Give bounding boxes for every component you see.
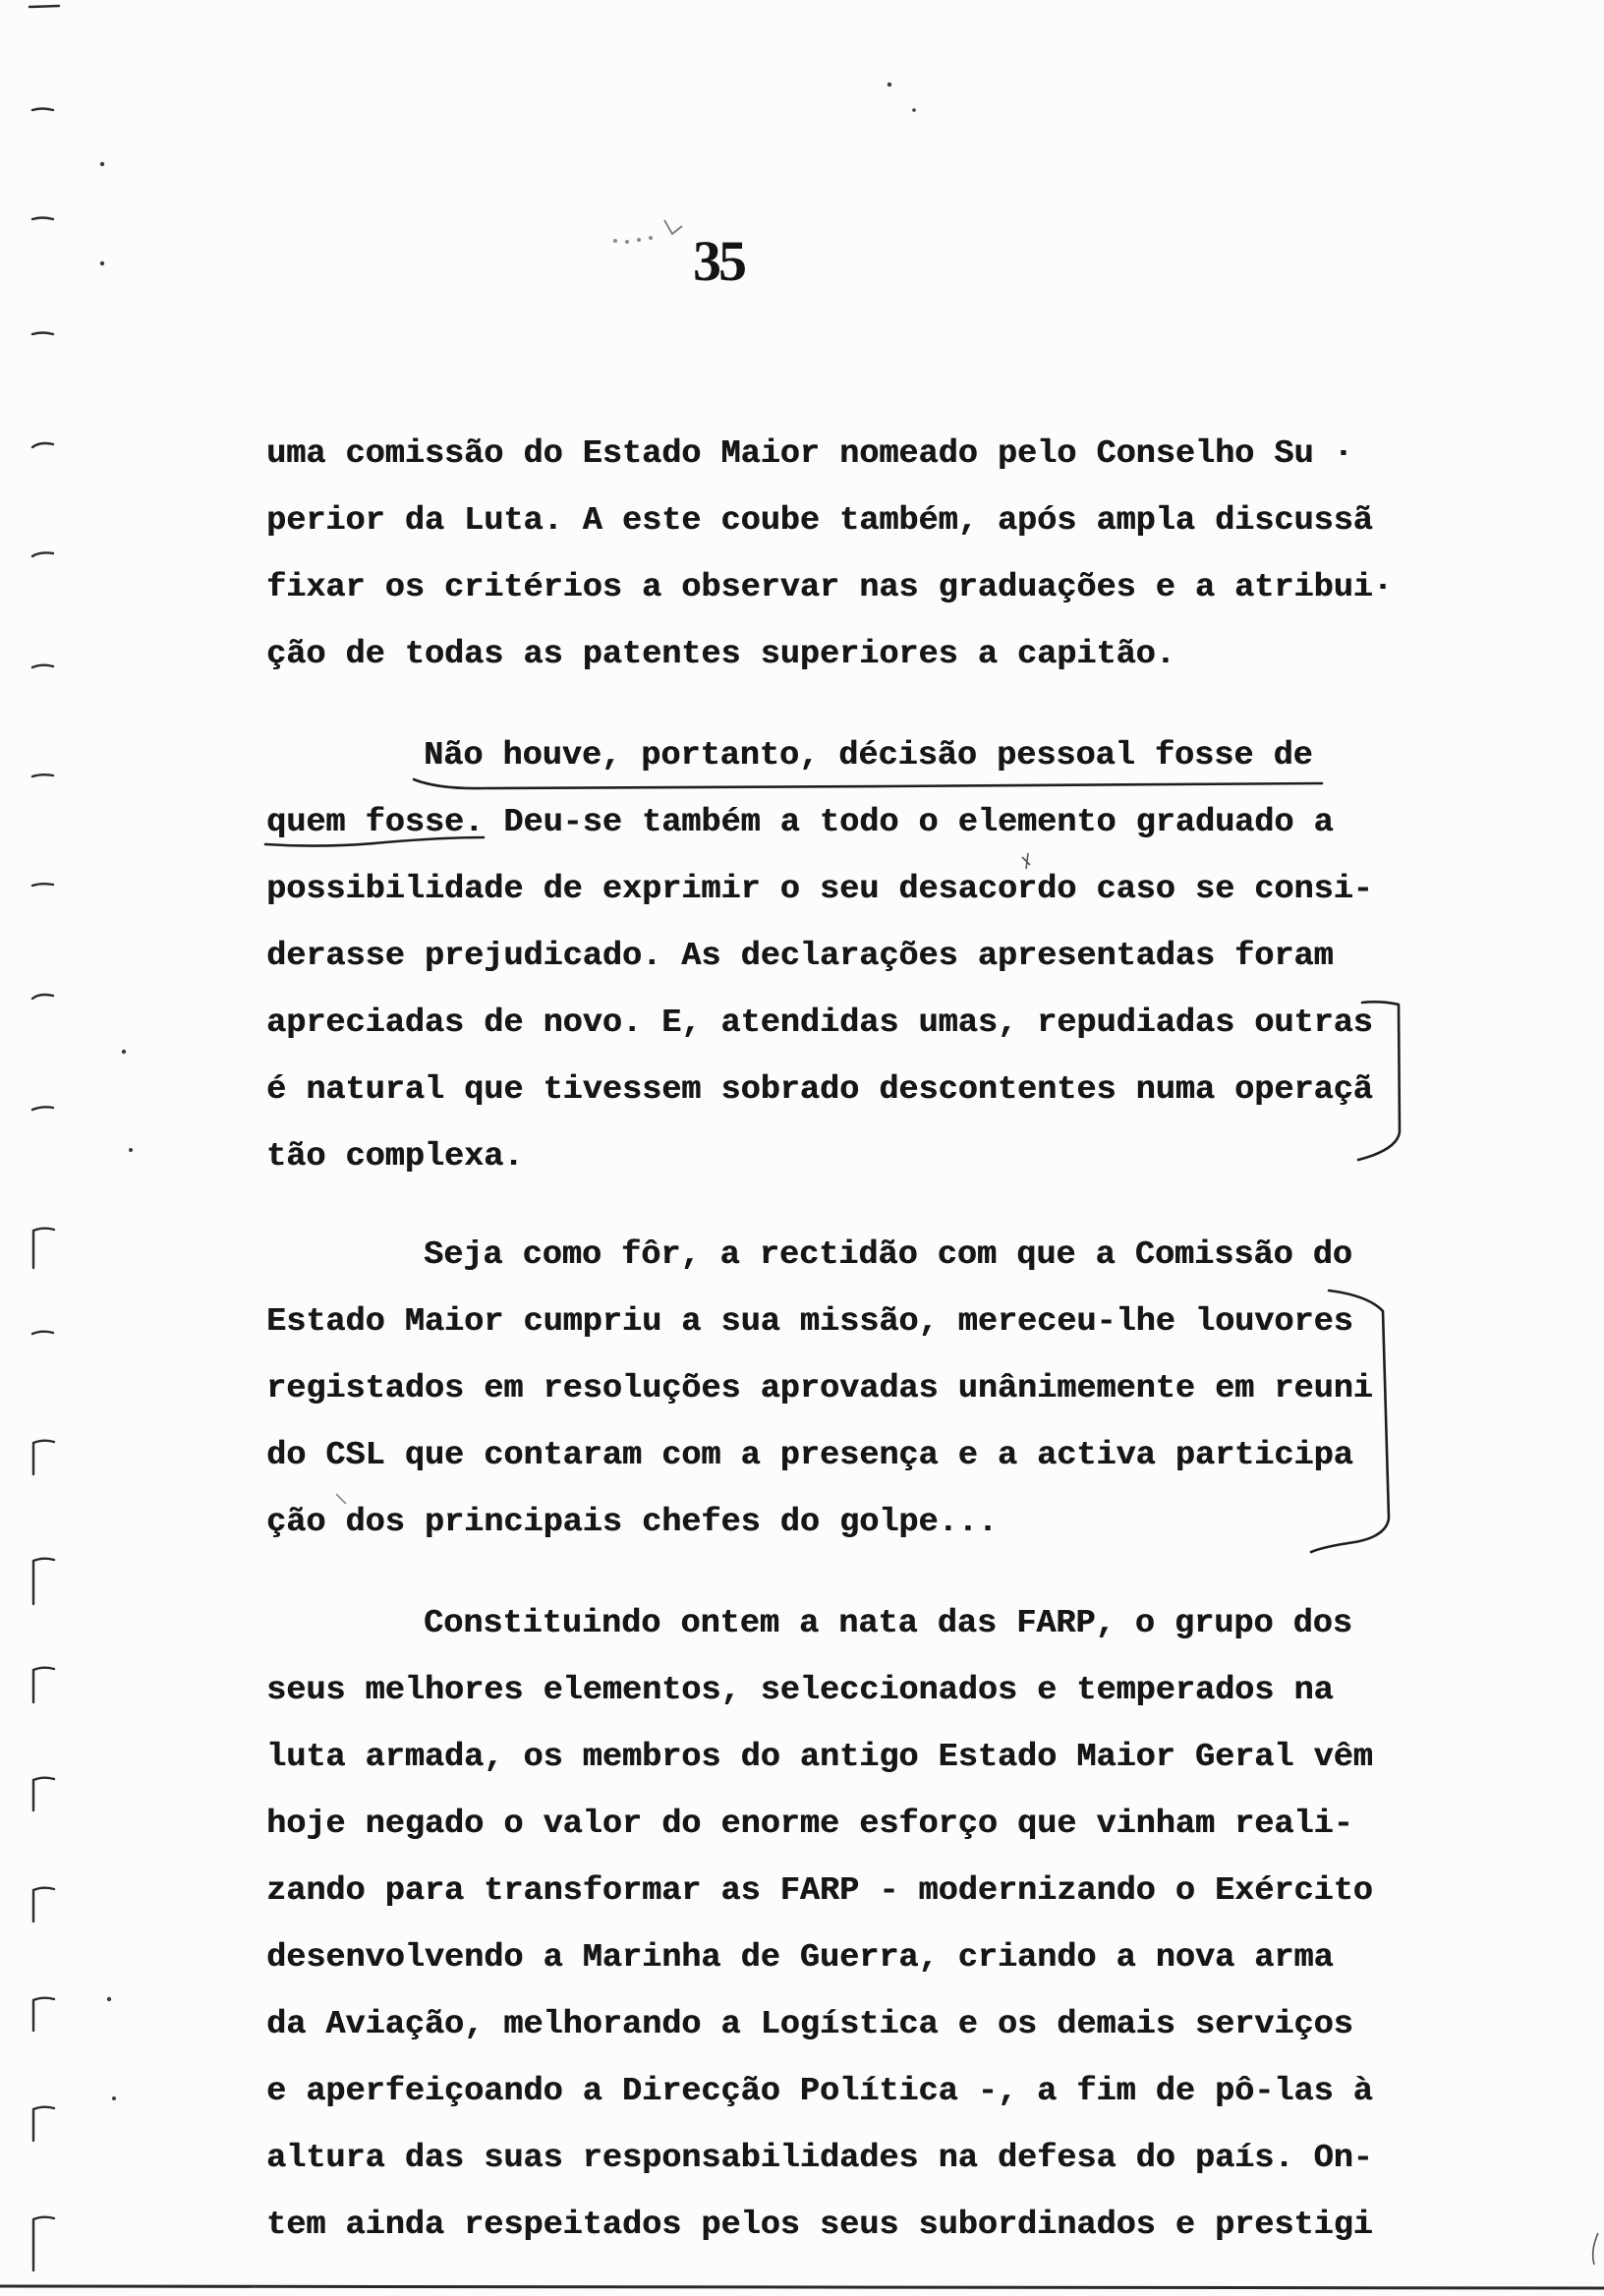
edge-mark: [32, 884, 53, 886]
speck: [112, 2096, 116, 2100]
edge-mark: [32, 995, 53, 999]
edge-mark: [32, 1107, 53, 1110]
text-line: Estado Maior cumpriu a sua missão, mereceu-lhe louvores: [266, 1303, 1353, 1341]
paragraph-4: [266, 1590, 1373, 2259]
speck: [107, 1997, 111, 2001]
speck: [912, 108, 916, 112]
text-line: quem fosse. Deu-se também a todo o elemento graduado a: [266, 804, 1334, 841]
ink-tick: [664, 220, 682, 234]
edge-mark: [33, 1778, 54, 1810]
text-line: altura das suas responsabilidades na defesa do país. On-: [266, 2140, 1373, 2177]
edge-mark: [33, 1441, 54, 1474]
bottom-edge-line: [0, 2286, 1604, 2288]
text-line: seus melhores elementos, seleccionados e temperados na: [266, 1672, 1334, 1709]
text-line: é natural que tivessem sobrado descontentes numa operaçã: [266, 1071, 1373, 1109]
edge-mark: [33, 2107, 54, 2141]
speck: [100, 162, 104, 166]
ink-dot: [649, 236, 653, 240]
text-line: tão complexa.: [266, 1138, 524, 1176]
speck: [888, 83, 891, 86]
ink-dot: [625, 240, 629, 244]
speck: [122, 1050, 126, 1054]
text-line: Constituindo ontem a nata das FARP, o grupo dos: [424, 1605, 1352, 1642]
text-line: tem ainda respeitados pelos seus subordinados e prestigi: [266, 2207, 1373, 2244]
edge-mark: [32, 333, 53, 335]
text-line: registados em resoluções aprovadas unânimemente em reuni: [266, 1370, 1373, 1407]
page-number-squiggle: [613, 220, 682, 244]
binder-edge-marks: [29, 6, 59, 2270]
text-line: desenvolvendo a Marinha de Guerra, criando a nova arma: [266, 1939, 1334, 1977]
edge-mark: [32, 443, 53, 447]
ink-dot: [613, 239, 617, 243]
text-line: Não houve, portanto, décisão pessoal fosse de: [424, 737, 1313, 775]
page-number: 35: [693, 229, 744, 293]
edge-mark: [33, 1559, 54, 1604]
edge-mark: [32, 1332, 53, 1334]
edge-mark: [33, 1888, 54, 1922]
edge-mark: [33, 1668, 54, 1702]
text-line: e aperfeiçoando a Direcção Política -, a fim de pô-las à: [266, 2073, 1373, 2110]
ink-dot: [637, 238, 641, 242]
paragraph-2: [266, 722, 1373, 1190]
text-line: ção de todas as patentes superiores a capitão.: [266, 636, 1175, 673]
text-line: uma comissão do Estado Maior nomeado pelo Conselho Su ·: [266, 435, 1353, 473]
paragraph-3: [266, 1222, 1373, 1556]
text-line: apreciadas de novo. E, atendidas umas, repudiadas outras: [266, 1004, 1373, 1042]
text-line: luta armada, os membros do antigo Estado Maior Geral vêm: [266, 1739, 1373, 1776]
text-line: fixar os critérios a observar nas graduações e a atribui·: [266, 569, 1393, 606]
text-line: hoje negado o valor do enorme esforço que vinham reali-: [266, 1806, 1353, 1843]
paragraph-1: [266, 421, 1393, 688]
speck: [100, 261, 104, 265]
text-line: zando para transformar as FARP - modernizando o Exército: [266, 1872, 1373, 1910]
text-line: ção dos principais chefes do golpe...: [266, 1504, 998, 1541]
speck: [129, 1148, 133, 1152]
corner-mark: [1593, 2233, 1598, 2265]
text-line: perior da Luta. A este coube também, após ampla discussã: [266, 502, 1373, 540]
text-line: da Aviação, melhorando a Logística e os demais serviços: [266, 2006, 1353, 2043]
edge-mark: [33, 1998, 54, 2031]
edge-mark: [32, 775, 53, 776]
edge-mark: [33, 1229, 54, 1268]
text-line: do CSL que contaram com a presença e a activa participa: [266, 1437, 1353, 1474]
edge-mark: [33, 2217, 54, 2270]
text-line: derasse prejudicado. As declarações apresentadas foram: [266, 938, 1334, 975]
edge-mark: [32, 552, 53, 556]
edge-mark: [29, 6, 59, 7]
edge-mark: [32, 218, 53, 220]
text-line: possibilidade de exprimir o seu desacordo caso se consi-: [266, 871, 1373, 908]
text-line: Seja como fôr, a rectidão com que a Comissão do: [424, 1236, 1352, 1274]
edge-mark: [32, 665, 53, 667]
edge-mark: [32, 109, 53, 111]
